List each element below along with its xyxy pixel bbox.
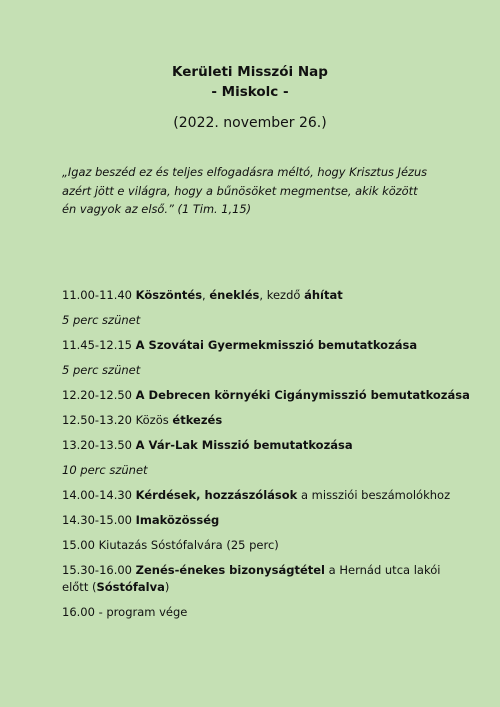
schedule-time: 11.00-11.40 [62, 288, 132, 302]
schedule-item [62, 512, 462, 529]
schedule-activity: éneklés [209, 288, 260, 302]
schedule-item [62, 337, 462, 354]
event-date: (2022. november 26.) [173, 115, 327, 131]
bible-quote [62, 163, 432, 219]
schedule-item: 16.00 - program vége [62, 605, 188, 619]
schedule-item [62, 562, 442, 596]
schedule-item [62, 387, 470, 404]
quote-text: „Igaz beszéd ez és teljes elfogadásra méltó, hogy Krisztus Jézus azért jött e világra, hogy a bűnösöket megmentse, akik között én vagyok az első.” [62, 165, 428, 216]
schedule-list [62, 287, 470, 629]
schedule-text: ) [164, 580, 170, 594]
schedule-time: 14.00-14.30 [62, 488, 132, 502]
schedule-item [62, 487, 462, 504]
page-subtitle-location: - Miskolc - [211, 84, 289, 100]
schedule-time: 15.30-16.00 [62, 563, 132, 577]
schedule-time: 12.50-13.20 [62, 413, 132, 427]
schedule-break: 5 perc szünet [62, 313, 141, 327]
schedule-text: a missziói beszámolókhoz [297, 488, 451, 502]
schedule-activity: Sóstófalva [96, 580, 165, 594]
schedule-activity: Kérdések, hozzászólások [135, 488, 298, 502]
schedule-text: , [202, 288, 210, 302]
schedule-activity: A Szovátai Gyermekmisszió bemutatkozása [135, 338, 418, 352]
schedule-item: 15.00 Kiutazás Sóstófalvára (25 perc) [62, 538, 279, 552]
page-title: Kerületi Misszói Nap [172, 64, 328, 80]
schedule-text: a Hernád utca lakói előtt ( [62, 563, 441, 594]
schedule-activity: A Debrecen környéki Cigánymisszió bemutatkozása [135, 388, 470, 402]
schedule-item [62, 287, 462, 304]
quote-reference: (1 Tim. 1,15) [173, 202, 252, 216]
schedule-time: 14.30-15.00 [62, 513, 132, 527]
schedule-text: Közös [135, 413, 173, 427]
schedule-time: 13.20-13.50 [62, 438, 132, 452]
schedule-item [62, 412, 462, 429]
schedule-activity: Zenés-énekes bizonyságtétel [135, 563, 325, 577]
schedule-activity: áhítat [304, 288, 343, 302]
schedule-time: 11.45-12.15 [62, 338, 132, 352]
schedule-activity: Imaközösség [135, 513, 220, 527]
schedule-activity: A Vár-Lak Misszió bemutatkozása [135, 438, 353, 452]
schedule-activity: Köszöntés [135, 288, 203, 302]
schedule-break: 10 perc szünet [62, 463, 148, 477]
schedule-break: 5 perc szünet [62, 363, 141, 377]
schedule-text: , kezdő [259, 288, 305, 302]
schedule-item [62, 437, 462, 454]
schedule-activity: étkezés [172, 413, 223, 427]
schedule-time: 12.20-12.50 [62, 388, 132, 402]
